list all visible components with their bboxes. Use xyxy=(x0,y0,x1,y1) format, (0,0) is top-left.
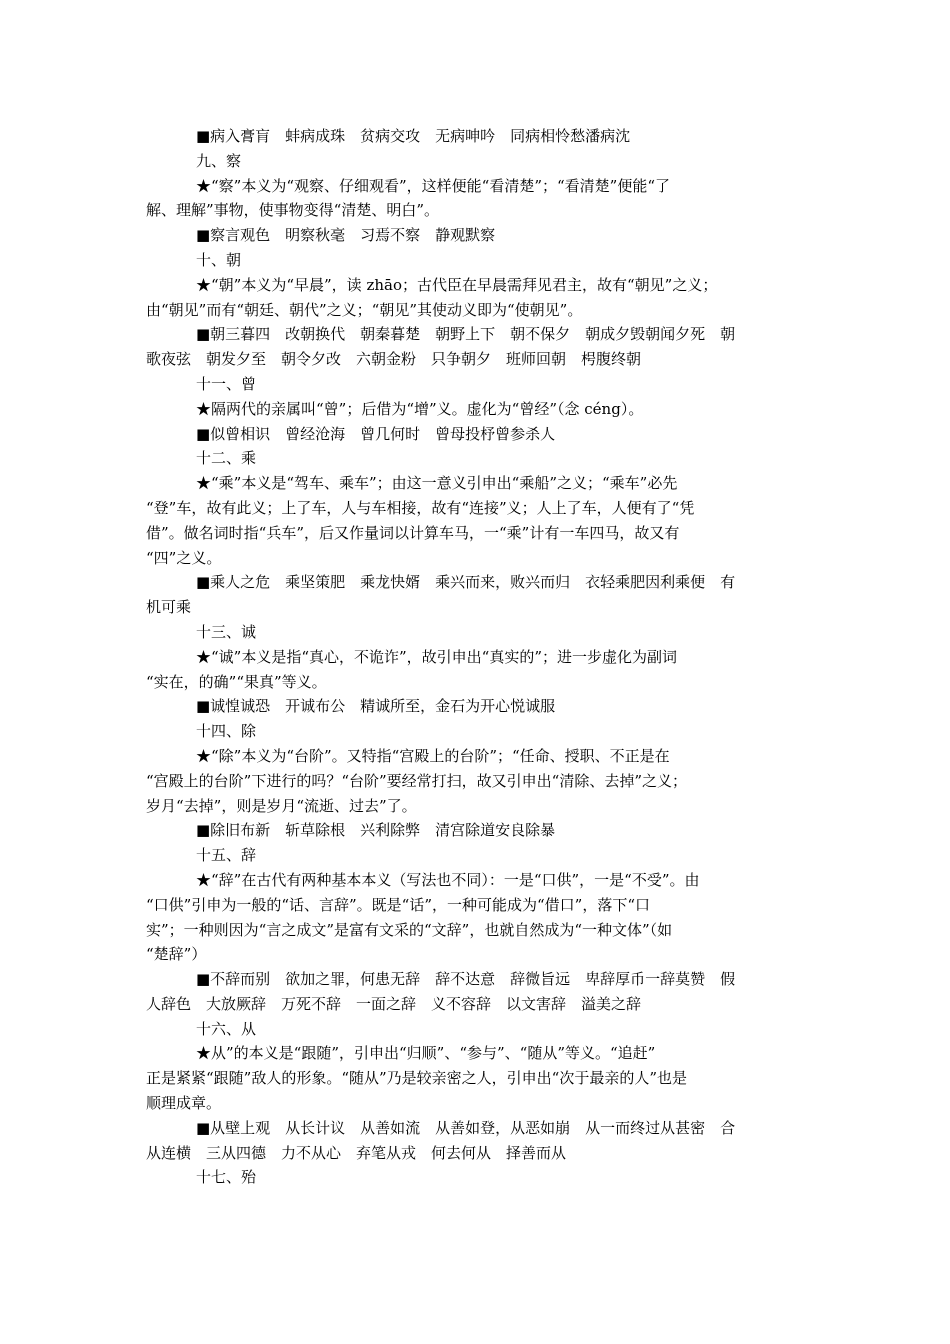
explanation-line: 岁月“去掉”，则是岁月“流逝、过去”了。 xyxy=(146,796,417,815)
explanation-line: “口供”引申为一般的“话、言辞”。既是“话”，一种可能成为“借口”，落下“口 xyxy=(146,895,651,914)
section-heading: 十七、殆 xyxy=(196,1168,257,1187)
explanation-line: “实在，的确”“果真”等义。 xyxy=(146,672,327,691)
explanation-line: 顺理成章。 xyxy=(146,1094,222,1113)
explanation-line: ★隔两代的亲属叫“曾”；后借为“增”义。虚化为“曾经”（念 céng）。 xyxy=(196,399,644,418)
idiom-list-line: 人辞色 大放厥辞 万死不辞 一面之辞 义不容辞 以文害辞 溢美之辞 xyxy=(146,994,642,1013)
idiom-list-line: ■病入膏肓 蚌病成珠 贫病交攻 无病呻吟 同病相怜愁潘病沈 xyxy=(196,127,631,145)
explanation-line: 解、理解”事物，使事物变得“清楚、明白”。 xyxy=(146,201,440,220)
idiom-list-line: 歌夜弦 朝发夕至 朝令夕改 六朝金粉 只争朝夕 班师回朝 枵腹终朝 xyxy=(146,350,642,369)
section-heading: 十六、从 xyxy=(196,1019,257,1038)
idiom-list-line: ■朝三暮四 改朝换代 朝秦暮楚 朝野上下 朝不保夕 朝成夕毁朝闻夕死 朝 xyxy=(196,325,736,344)
idiom-list-line: ■从壁上观 从长计议 从善如流 从善如登，从恶如崩 从一而终过从甚密 合 xyxy=(196,1118,736,1137)
explanation-line: ★“诚”本义是指“真心，不诡诈”，故引申出“真实的”；进一步虚化为副词 xyxy=(196,647,678,666)
explanation-line: ★“辞”在古代有两种基本本义（写法也不同）：一是“口供”，一是“不受”。由 xyxy=(196,870,700,889)
idiom-list-line: ■除旧布新 斩草除根 兴利除弊 清宫除道安良除暴 xyxy=(196,821,556,840)
section-heading: 十三、诚 xyxy=(196,622,257,641)
explanation-line: “登”车，故有此义；上了车，人与车相接，故有“连接”义；人上了车，人便有了“凭 xyxy=(146,498,695,517)
idiom-list-line: ■乘人之危 乘坚策肥 乘龙快婿 乘兴而来，败兴而归 衣轻乘肥因利乘便 有 xyxy=(196,573,736,592)
section-heading: 十、朝 xyxy=(196,250,242,269)
idiom-list-line: ■诚惶诚恐 开诚布公 精诚所至，金石为开心悦诚服 xyxy=(196,697,556,716)
idiom-list-line: 机可乘 xyxy=(146,598,192,617)
idiom-list-line: ■似曾相识 曾经沧海 曾几何时 曾母投杼曾参杀人 xyxy=(196,424,556,443)
section-heading: 十五、辞 xyxy=(196,846,257,865)
explanation-line: “四”之义。 xyxy=(146,548,222,567)
explanation-line: “宫殿上的台阶”下进行的吗？“台阶”要经常打扫，故又引申出“清除、去掉”之义； xyxy=(146,771,688,790)
explanation-line: ★从”的本义是“跟随”，引申出“归顺”、“参与”、“随从”等义。“追赶” xyxy=(196,1044,656,1063)
explanation-line: 借”。做名词时指“兵车”，后又作量词以计算车马，一“乘”计有一车四马，故又有 xyxy=(146,523,680,542)
explanation-line: “楚辞”） xyxy=(146,945,207,964)
explanation-line: ★“朝”本义为“早晨”，读 zhāo；古代臣在早晨需拜见君主，故有“朝见”之义； xyxy=(196,275,718,294)
explanation-line: 由“朝见”而有“朝廷、朝代”之义；“朝见”其使动义即为“使朝见”。 xyxy=(146,300,583,319)
explanation-line: ★“察”本义为“观察、仔细观看”，这样便能“看清楚”；“看清楚”便能“了 xyxy=(196,176,671,195)
explanation-line: ★“乘”本义是“驾车、乘车”；由这一意义引申出“乘船”之义；“乘车”必先 xyxy=(196,474,678,493)
idiom-list-line: ■察言观色 明察秋毫 习焉不察 静观默察 xyxy=(196,226,496,245)
explanation-line: ★“除”本义为“台阶”。又特指“宫殿上的台阶”；“任命、授职、不正是在 xyxy=(196,746,670,765)
section-heading: 十二、乘 xyxy=(196,449,257,468)
section-heading: 九、察 xyxy=(196,151,242,170)
section-heading: 十四、除 xyxy=(196,722,257,741)
explanation-line: 实”；一种则因为“言之成文”是富有文采的“文辞”，也就自然成为“一种文体”（如 xyxy=(146,920,673,939)
section-heading: 十一、曾 xyxy=(196,374,257,393)
explanation-line: 正是紧紧“跟随”敌人的形象。“随从”乃是较亲密之人，引申出“次于最亲的人”也是 xyxy=(146,1069,688,1088)
idiom-list-line: 从连横 三从四德 力不从心 弃笔从戎 何去何从 择善而从 xyxy=(146,1143,567,1162)
idiom-list-line: ■不辞而别 欲加之罪，何患无辞 辞不达意 辞微旨远 卑辞厚币一辞莫赞 假 xyxy=(196,970,736,989)
document-body xyxy=(146,124,806,1190)
